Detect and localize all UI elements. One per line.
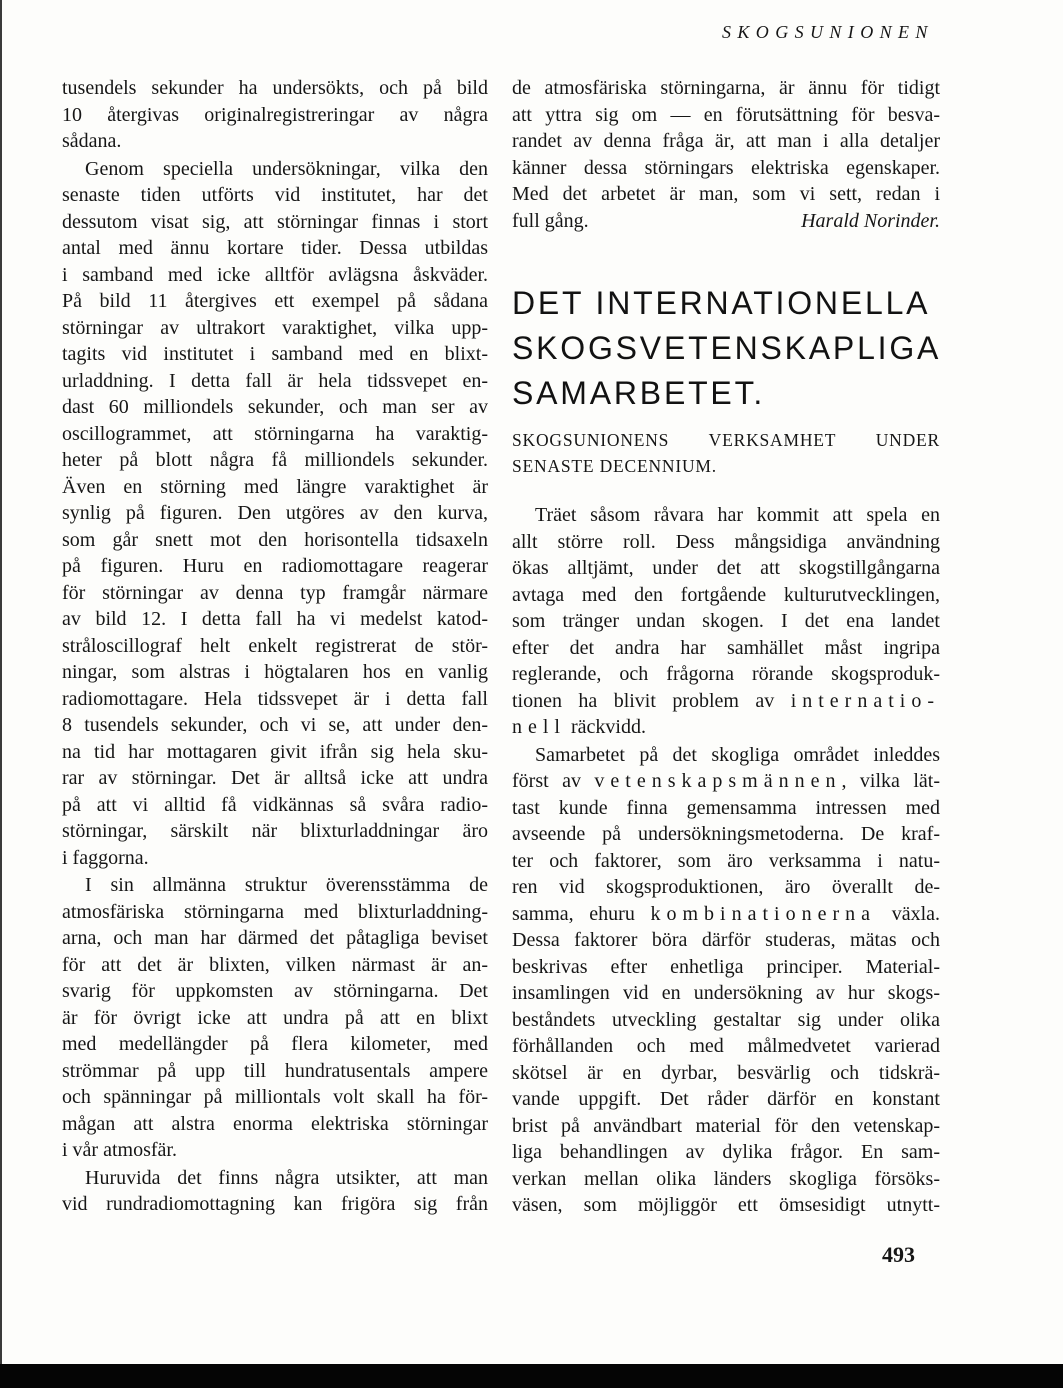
text-line: på att vi alltid få vidkännas så svåra radio- <box>62 793 488 816</box>
text-line: ökas alltjämt, under det att skogstillgångarna <box>512 557 940 579</box>
text-line: randet av denna fråga är, att man i alla detaljer <box>512 130 940 152</box>
text-line: störningar, särskilt när blixturladdningar äro <box>62 820 488 842</box>
text-line: reglerande, och frågorna rörande skogsproduk- <box>512 663 940 685</box>
text-segment: räckvidd. <box>566 716 646 738</box>
text-line <box>512 768 940 795</box>
text-line: de atmosfäriska störningarna, är ännu för tidigt <box>512 77 940 99</box>
text-line: oscillogrammet, att störningarna ha varaktig- <box>62 422 488 445</box>
text-line: urladdning. I detta fall är hela tidssvepet en- <box>62 369 488 392</box>
text-line: Huruvida det finns några utsikter, att man <box>85 1166 488 1189</box>
text-line: väsen, som möjliggör ett ömsesidigt utnytt- <box>512 1194 940 1216</box>
text-line: Med det arbetet är man, som vi sett, redan i <box>512 183 940 205</box>
text-line: för störningar av denna typ framgår närmare <box>62 581 488 604</box>
text-line: efter det andra har samhället måst ingripa <box>512 636 940 659</box>
text-line: 10 återgivas originalregistreringar av några <box>62 103 488 126</box>
text-line: störningar av ultrakort varaktighet, vilka upp- <box>62 316 488 339</box>
text-line: som går snett mot den horisontella tidsaxeln <box>62 528 488 551</box>
text-line: och spänningar på milliontals volt skall ha för- <box>62 1086 488 1108</box>
text-line: tusendels sekunder ha undersökts, och på bild <box>62 77 488 99</box>
article-subtitle-line: SKOGSUNIONENS VERKSAMHET UNDER <box>512 430 940 450</box>
text-line: som tränger undan skogen. I det ena landet <box>512 610 940 632</box>
article-title <box>512 281 952 416</box>
text-line: i samband med icke alltför avlägsna åskväder. <box>62 263 488 286</box>
text-line: antal med ännu kortare tider. Dessa utbildas <box>62 237 488 259</box>
right-column-continuation <box>512 75 940 234</box>
closing-text: full gång. <box>512 209 589 232</box>
article-subtitle <box>512 427 940 479</box>
text-line: liga behandlingen av dylika frågor. En sam- <box>512 1141 940 1163</box>
text-line: radiomottagare. Hela tidssvepet är i detta fall <box>62 687 488 710</box>
text-line: för att det är blixten, vilken närmast är an- <box>62 953 488 976</box>
left-column <box>62 75 488 1218</box>
text-line: ter och faktorer, som äro verksamma i natu- <box>512 849 940 872</box>
text-line: med medellängder på flera kilometer, med <box>62 1033 488 1055</box>
text-line: verkan mellan olika länders skogliga försöks- <box>512 1167 940 1190</box>
text-line <box>512 901 940 928</box>
running-head: SKOGSUNIONEN <box>722 22 934 42</box>
text-segment: samma, ehuru <box>512 902 651 925</box>
text-segment: tionen ha blivit problem av <box>512 689 791 712</box>
text-line: vande uppgift. Det råder därför en konstant <box>512 1088 940 1110</box>
author-signature: Harald Norinder. <box>801 209 940 232</box>
spaced-emphasis: kombinationerna <box>650 902 877 925</box>
text-line: beståndets utveckling gestaltar sig under olika <box>512 1008 940 1031</box>
text-line: mågan att alstra enorma elektriska störningar <box>62 1112 488 1135</box>
text-line: dast 60 milliondels sekunder, och man ser av <box>62 396 488 418</box>
article-title-line: SKOGSVETENSKAPLIGA <box>512 330 942 366</box>
article-subtitle-line: SENASTE DECENNIUM. <box>512 456 717 476</box>
text-line: I sin allmänna struktur överensstämma de <box>85 874 488 896</box>
text-line: i faggorna. <box>62 846 149 869</box>
text-line: svarig för uppkomsten av störningarna. Det <box>62 980 488 1002</box>
text-segment: , vilka lät- <box>841 770 940 792</box>
text-line: rar av störningar. Det är alltså icke att undra <box>62 767 488 789</box>
text-line: atmosfäriska störningarna med blixturladdning- <box>62 900 488 923</box>
closing-line <box>512 208 940 235</box>
paragraph <box>512 75 940 208</box>
text-line: strömmar på upp till hundratusentals ampere <box>62 1059 488 1082</box>
text-line: allt större roll. Dess mångsidiga användning <box>512 530 940 553</box>
text-line: av bild 12. I detta fall ha vi medelst katod- <box>62 608 488 630</box>
text-line: Genom speciella undersökningar, vilka den <box>85 157 488 180</box>
text-line: arna, och man har därmed det påtagliga beviset <box>62 927 488 949</box>
text-line: tagits vid institutet i samband med en blixt- <box>62 343 488 365</box>
paragraph <box>62 872 488 1164</box>
scan-edge <box>0 0 2 1388</box>
text-line: 8 tusendels sekunder, och vi se, att under den- <box>62 714 488 736</box>
article-title-line: SAMARBETET. <box>512 375 766 411</box>
paragraph <box>62 156 488 872</box>
text-line: i vår atmosfär. <box>62 1139 177 1161</box>
article-body <box>512 502 940 1219</box>
text-line: heter på blott några få milliondels sekunder. <box>62 449 488 471</box>
spaced-emphasis: internatio- <box>790 689 940 712</box>
text-line: Träet såsom råvara har kommit att spela en <box>535 504 940 526</box>
text-line <box>512 688 940 715</box>
paragraph <box>512 502 940 741</box>
text-line: senaste tiden utförts vid institutet, har det <box>62 184 488 206</box>
article-title-line: DET INTERNATIONELLA <box>512 285 931 321</box>
text-line: Även en störning med längre varaktighet är <box>62 475 488 498</box>
text-line: vid rundradiomottagning kan frigöra sig från <box>62 1193 488 1215</box>
text-line: insamlingen vid en undersökning av hur skogs- <box>512 982 940 1004</box>
text-line: skötsel är en dyrbar, besvärlig och tidskrä- <box>512 1061 940 1084</box>
text-line: dessutom visat sig, att störningar finnas i stort <box>62 210 488 233</box>
text-line: avtaga med den fortgående kulturutvecklingen, <box>512 583 940 606</box>
text-line: stråloscillograf helt enkelt registrerat de stör- <box>62 634 488 657</box>
text-line: brist på användbart material för den vetenskap- <box>512 1114 940 1137</box>
text-line: tast kunde finna gemensamma intressen med <box>512 796 940 819</box>
text-line <box>512 714 940 741</box>
text-line: synlig på figuren. Den utgöres av den kurva, <box>62 502 488 524</box>
text-line: På bild 11 återgives ett exempel på sådana <box>62 290 488 312</box>
spaced-emphasis: vetenskapsmännen <box>594 770 842 792</box>
text-line: att yttra sig om — en förutsättning för besva- <box>512 103 940 126</box>
text-line: beskrivas efter enhetliga principer. Material- <box>512 955 940 978</box>
page-number: 493 <box>882 1242 915 1267</box>
spaced-emphasis: nell <box>512 716 566 738</box>
paragraph <box>512 742 940 1219</box>
paragraph <box>62 1165 488 1218</box>
text-line: Samarbetet på det skogliga området inleddes <box>535 743 940 766</box>
text-line: na tid har mottagaren givit ifrån sig hela sku- <box>62 740 488 763</box>
text-line: på figuren. Huru en radiomottagare reagerar <box>62 555 488 577</box>
text-line: avseende på undersökningsmetoderna. De kraf- <box>512 823 940 845</box>
text-line: sådana. <box>62 130 122 152</box>
text-line: ren vid skogsproduktionen, äro överallt de- <box>512 876 940 898</box>
text-line: är för övrigt icke att undra på att en blixt <box>62 1006 488 1029</box>
text-segment: växla. <box>876 902 940 925</box>
text-line: känner dessa störningars elektriska egenskaper. <box>512 156 940 179</box>
text-segment: först av <box>512 770 595 792</box>
paragraph <box>62 75 488 155</box>
text-line: Dessa faktorer böra därför studeras, mätas och <box>512 929 940 951</box>
text-line: förhållanden och med målmedvetet varierad <box>512 1035 940 1057</box>
scan-bottom-band <box>0 1364 1063 1388</box>
text-line: ningar, som alstras i högtalaren hos en vanlig <box>62 661 488 683</box>
